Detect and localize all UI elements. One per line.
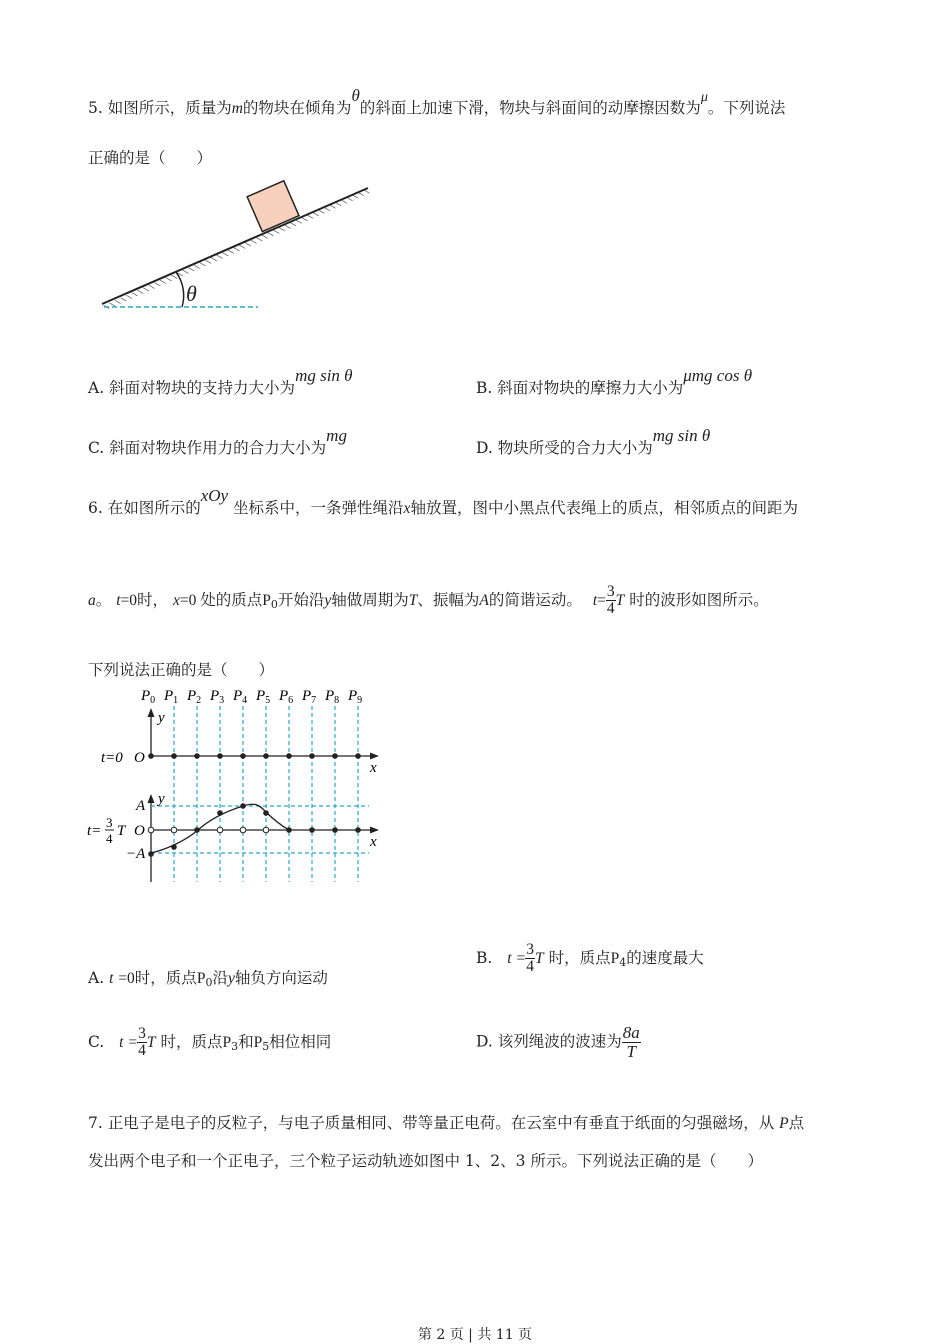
particle-t0-p3	[217, 753, 223, 759]
equilibrium-marker-p4	[240, 827, 246, 833]
particle-t34-p7	[309, 827, 315, 833]
y-label-top: y	[158, 710, 165, 726]
point-label-p4: $P_4$	[233, 688, 248, 706]
point-label-p9: $P_9$	[348, 688, 363, 706]
q5-option-c: C. 斜面对物块作用力的合力大小为mg	[88, 426, 347, 457]
point-label-p2: $P_2$	[187, 688, 202, 706]
x-arrow-top-icon	[370, 753, 379, 760]
particle-t34-p2	[194, 827, 200, 833]
particle-t0-p9	[355, 753, 361, 759]
particle-t34-p1	[171, 844, 177, 850]
t34-den: 4	[106, 831, 113, 846]
q6-option-c: C. t = $\frac{3}{4}$ T 时，质点P3和P5相位相同	[88, 1025, 332, 1060]
angle-label: θ	[186, 281, 197, 306]
q6-stem-line2: a。 t=0时， x=0 处的质点P0开始沿y轴做周期为T、振幅为A的简谐运动。 t= $\frac{3}{4}$ T 时的波形如图所示。	[88, 583, 769, 618]
incline-hatching	[102, 188, 370, 311]
q6-option-d: D. 该列绳波的波速为 $\frac{8a}{T}$	[476, 1023, 640, 1061]
q5-option-b: B. 斜面对物块的摩擦力大小为μmg cos θ	[476, 366, 753, 397]
particle-t0-p8	[332, 753, 338, 759]
particle-t34-p8	[332, 827, 338, 833]
point-label-p8: $P_8$	[325, 688, 340, 706]
q6-option-a: A. t =0时，质点P0沿y轴负方向运动	[88, 969, 328, 989]
x-label-bottom: x	[370, 834, 377, 850]
y-arrow-bottom-icon	[148, 794, 155, 803]
particle-t0-p1	[171, 753, 177, 759]
t34-T: T	[117, 823, 126, 839]
particle-t34-p0	[148, 851, 154, 857]
q5-incline-figure	[96, 180, 376, 320]
y-label-bottom: y	[158, 791, 165, 807]
q6-stem-line3: 下列说法正确的是（ ）	[88, 661, 275, 679]
wave-speed-fraction: $\frac{8a}{T}$	[622, 1023, 640, 1061]
particle-t34-p3	[217, 810, 223, 816]
q6-stem-line1: 6. 在如图所示的xOy 坐标系中，一条弹性绳沿x轴放置，图中小黑点代表绳上的质点，相邻质点的间距为	[88, 486, 798, 517]
three-quarter-fraction: $\frac{3}{4}$	[606, 583, 615, 618]
origin-top: O	[134, 750, 145, 766]
y-arrow-top-icon	[148, 708, 155, 717]
q6-wave-figure	[84, 682, 394, 888]
q7-stem-line2: 发出两个电子和一个正电子，三个粒子运动轨迹如图中 1、2、3 所示。下列说法正确的是（ ）	[88, 1152, 763, 1170]
q7-stem-line1: 7. 正电子是电子的反粒子，与电子质量相同、带等量正电荷。在云室中有垂直于纸面的匀强磁场，从 P点	[88, 1114, 805, 1132]
point-label-p6: $P_6$	[279, 688, 294, 706]
equilibrium-marker-p5	[263, 827, 269, 833]
particle-t0-p4	[240, 753, 246, 759]
amplitude-label: A	[136, 798, 146, 814]
particle-t0-p0	[148, 753, 154, 759]
origin-bottom: O	[134, 823, 145, 839]
q6-option-b: B. t = $\frac{3}{4}$ T 时，质点P4的速度最大	[476, 941, 704, 976]
particle-t0-p7	[309, 753, 315, 759]
t34-label: t=	[87, 823, 102, 839]
particle-t0-p6	[286, 753, 292, 759]
page-footer: 第 2 页 | 共 11 页	[417, 1327, 533, 1343]
x-label-top: x	[370, 760, 377, 776]
x-arrow-bottom-icon	[370, 827, 379, 834]
point-label-p5: $P_5$	[256, 688, 271, 706]
particle-t34-p6	[286, 827, 292, 833]
point-label-p3: $P_3$	[210, 688, 225, 706]
particle-t34-p9	[355, 827, 361, 833]
particle-t0-p2	[194, 753, 200, 759]
particle-t34-p4	[240, 803, 246, 809]
t34-num: 3	[106, 815, 113, 830]
q5-stem-line2: 正确的是（ ）	[88, 149, 213, 167]
q5-stem-line1: 5. 如图所示，质量为m的物块在倾角为θ的斜面上加速下滑，物块与斜面间的动摩擦因数为μ。下列说法	[88, 86, 786, 117]
particle-t34-p5	[263, 810, 269, 816]
t0-label: t=0	[101, 750, 123, 766]
point-label-p0: $P_0$	[141, 688, 156, 706]
point-label-p1: $P_1$	[164, 688, 179, 706]
equilibrium-marker-p3	[217, 827, 223, 833]
particle-t0-p5	[263, 753, 269, 759]
equilibrium-marker-p1	[171, 827, 177, 833]
neg-amplitude-label: −A	[126, 846, 146, 862]
incline-surface	[102, 188, 368, 304]
point-label-p7: $P_7$	[302, 688, 317, 706]
q5-option-d: D. 物块所受的合力大小为mg sin θ	[476, 426, 711, 457]
q5-option-a: A. 斜面对物块的支持力大小为mg sin θ	[88, 366, 353, 397]
equilibrium-marker-p0	[148, 827, 154, 833]
